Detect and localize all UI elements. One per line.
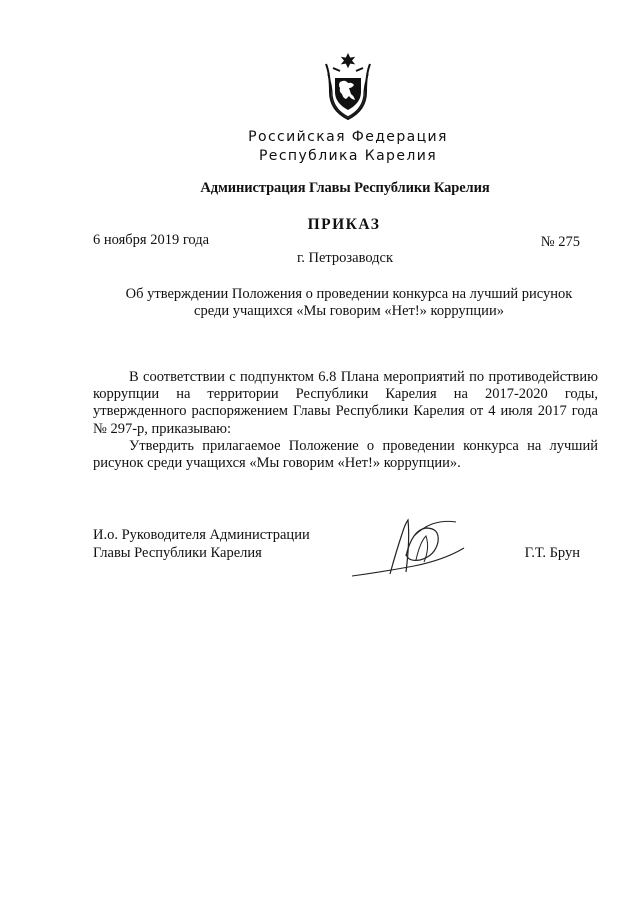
subject-line: среди учащихся «Мы говорим «Нет!» коррупции» [194,303,504,319]
karelia-coat-of-arms-icon [322,52,374,120]
document-city: г. Петрозаводск [296,250,394,266]
country-header [0,128,640,166]
document-subject [100,286,598,320]
document-body [93,369,598,472]
signer-name: Г.Т. Брун [524,545,580,561]
document-type: ПРИКАЗ [307,216,381,233]
signer-title-line: Главы Республики Карелия [93,545,262,561]
signer-title-line: И.о. Руководителя Администрации [93,527,310,543]
region-line: Республика Карелия [258,148,438,164]
body-paragraph: В соответствии с подпунктом 6.8 Плана мероприятий по противодействию коррупции на территории Республики Карелия на 2017-2020 годы, утвержденного распоряжением Главы Республики Карелия от 4 июля 2017 года № 297-р, приказываю: [93,369,598,437]
signer-title [93,526,310,562]
body-paragraph: Утвердить прилагаемое Положение о проведении конкурса на лучший рисунок среди учащихся «Мы говорим «Нет!» коррупции». [93,437,598,472]
handwritten-signature [350,516,466,580]
subject-line: Об утверждении Положения о проведении конкурса на лучший рисунок [125,286,573,302]
document-date: 6 ноября 2019 года [93,232,210,248]
organization-name: Администрация Главы Республики Карелия [200,180,490,196]
country-line: Российская Федерация [248,129,448,145]
document-number: № 275 [540,234,580,250]
